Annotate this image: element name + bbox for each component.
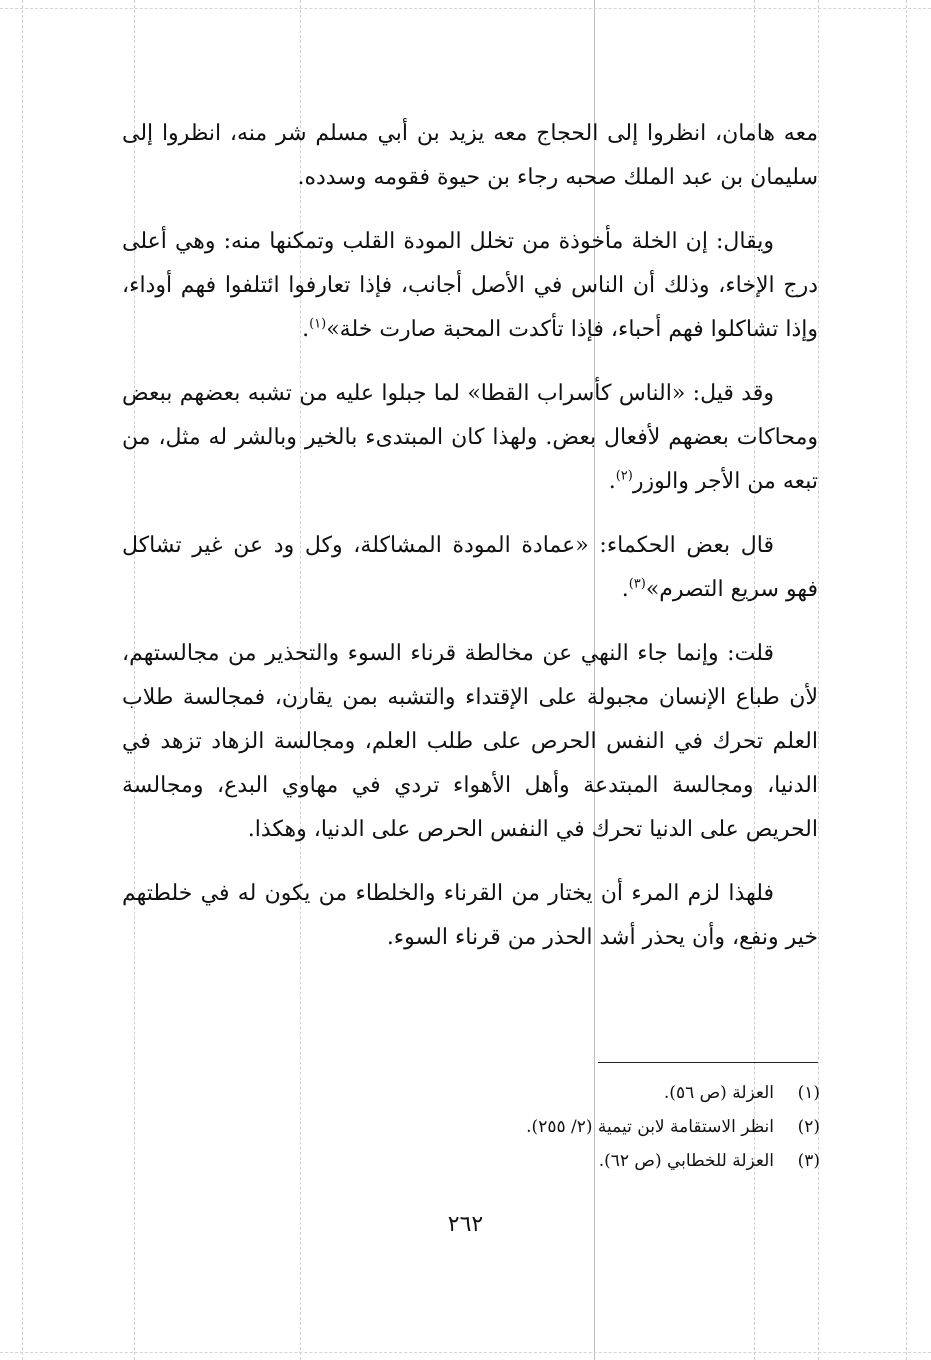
body-text [122,112,818,980]
footnote-text: انظر الاستقامة لابن تيمية (٢/ ٢٥٥). [526,1117,774,1137]
footnote-item [300,1076,820,1110]
page-number: ٢٦٢ [447,1212,484,1237]
guide-line [0,8,931,9]
guide-line [906,0,907,1360]
footnote-item [300,1144,820,1178]
footnote-text: العزلة (ص ٥٦). [663,1083,774,1103]
paragraph: فلهذا لزم المرء أن يختار من القرناء والخلطاء من يكون له في خلطتهم خير ونفع، وأن يحذر أشد الحذر من قرناء السوء. [122,881,818,950]
paragraph: قال بعض الحكماء: «عمادة المودة المشاكلة، وكل ود عن غير تشاكل فهو سريع التصرم»$^{(٣)}$. [122,533,818,602]
footnote-number: (٢) [797,1117,820,1137]
paragraph: وقد قيل: «الناس كأسراب القطا» لما جبلوا عليه من تشبه بعضهم ببعض ومحاكات بعضهم لأفعال بعض. ولهذا كان المبتدىء بالخير وبالشر له مثل، من تبعه من الأجر والوزر$^{(٢)}$. [122,381,818,494]
guide-line [0,1352,931,1353]
paragraph: معه هامان، انظروا إلى الحجاج معه يزيد بن أبي مسلم شر منه، انظروا إلى سليمان بن عبد الملك صحبه رجاء بن حيوة فقومه وسدده. [122,121,818,190]
footnote-divider [598,1062,818,1063]
paragraph: ويقال: إن الخلة مأخوذة من تخلل المودة القلب وتمكنها منه: وهي أعلى درج الإخاء، وذلك أن الناس في الأصل أجانب، فإذا تعارفوا ائتلفوا فهم أوداء، وإذا تشاكلوا فهم أحباء، فإذا تأكدت المحبة صارت خلة»$^{(١)}$. [122,229,818,342]
footnote-number: (١) [797,1083,820,1103]
guide-line [22,0,23,1360]
footnote-ref: (٢) [615,468,633,484]
paragraph: قلت: وإنما جاء النهي عن مخالطة قرناء السوء والتحذير من مجالستهم، لأن طباع الإنسان مجبولة على الإقتداء والتشبه بمن يقارن، فمجالسة طلاب العلم تحرك في النفس الحرص على طلب العلم، ومجالسة الزهاد تزهد في الدنيا، ومجالسة المبتدعة وأهل الأهواء تردي في مهاوي البدع، ومجالسة الحريص على الدنيا تحرك في النفس الحرص على الدنيا، وهكذا. [122,641,818,842]
footnotes [300,1076,820,1178]
footnote-ref: (٣) [628,576,646,592]
footnote-ref: (١) [309,316,327,332]
footnote-number: (٣) [797,1151,820,1171]
footnote-text: العزلة للخطابي (ص ٦٢). [598,1151,774,1171]
footnote-item [300,1110,820,1144]
